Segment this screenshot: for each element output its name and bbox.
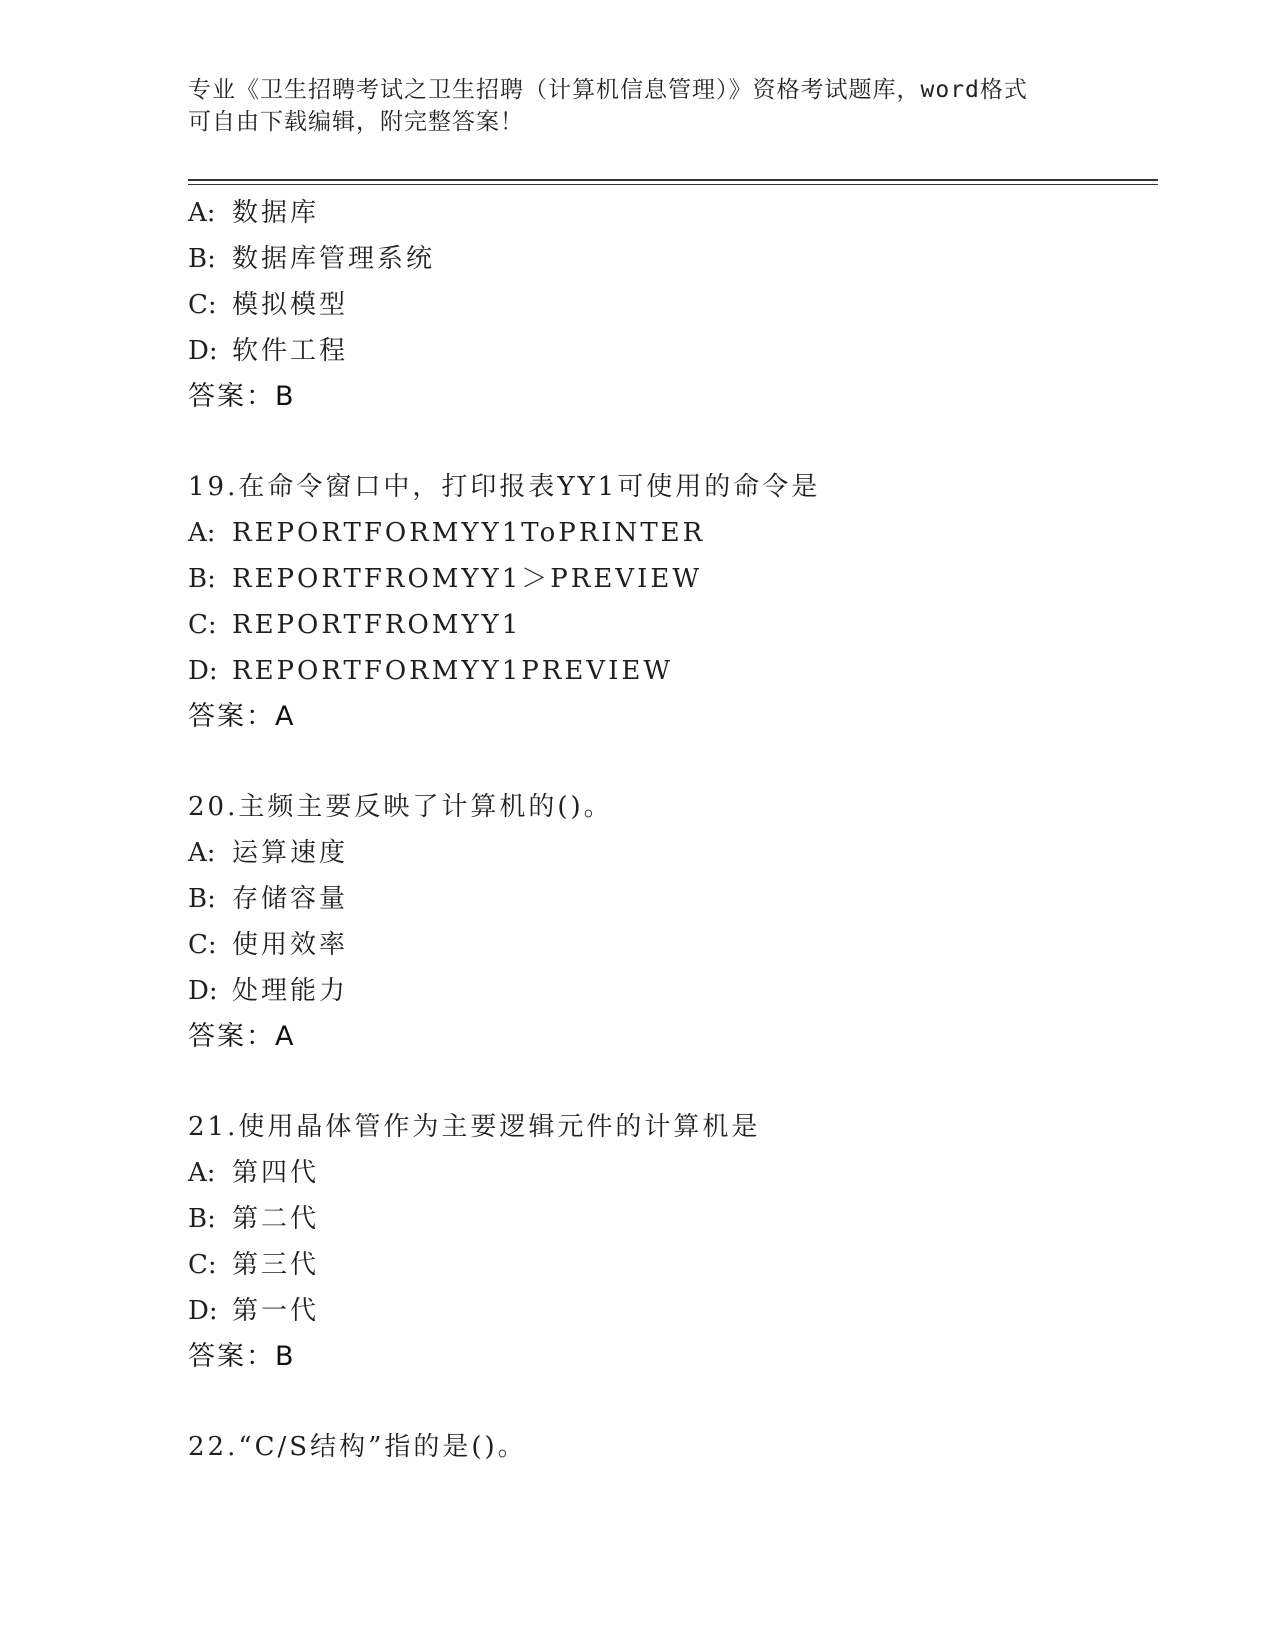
option-a: A: 数据库: [188, 198, 320, 228]
document-header: [188, 74, 1088, 138]
option-b: B: REPORTFROMYY1＞PREVIEW: [188, 564, 703, 594]
option-c: C: 模拟模型: [188, 290, 349, 320]
question-text: 20.主频主要反映了计算机的()。: [188, 792, 613, 822]
option-d: D: 处理能力: [188, 976, 349, 1006]
option-d: D: 软件工程: [188, 336, 349, 366]
answer-label: 答案：B: [188, 381, 296, 412]
question-text: 22.“C/S结构”指的是()。: [188, 1432, 527, 1462]
option-a: A: 第四代: [188, 1158, 320, 1188]
option-c: C: REPORTFROMYY1: [188, 610, 522, 640]
option-c: C: 第三代: [188, 1250, 320, 1280]
option-a: A: 运算速度: [188, 838, 349, 868]
option-d: D: 第一代: [188, 1296, 320, 1326]
question-text: 21.使用晶体管作为主要逻辑元件的计算机是: [188, 1112, 761, 1142]
option-a: A: REPORTFORMYY1ToPRINTER: [188, 518, 706, 548]
option-b: B: 数据库管理系统: [188, 244, 436, 274]
header-line-1: 专业《卫生招聘考试之卫生招聘（计算机信息管理）》资格考试题库，word格式: [188, 77, 1028, 103]
header-divider-thick: [188, 179, 1158, 181]
header-divider-thin: [188, 184, 1158, 185]
option-b: B: 第二代: [188, 1204, 320, 1234]
question-block-21: [188, 1104, 1148, 1380]
answer-label: 答案：A: [188, 701, 296, 732]
question-block-22: [188, 1424, 1148, 1470]
question-block-prev: [188, 190, 1148, 420]
header-line-2: 可自由下载编辑，附完整答案！: [188, 109, 524, 135]
answer-label: 答案：B: [188, 1341, 296, 1372]
question-block-20: [188, 784, 1148, 1060]
option-c: C: 使用效率: [188, 930, 349, 960]
answer-label: 答案：A: [188, 1021, 296, 1052]
option-d: D: REPORTFORMYY1PREVIEW: [188, 656, 674, 686]
question-block-19: [188, 464, 1148, 740]
question-text: 19.在命令窗口中，打印报表YY1可使用的命令是: [188, 472, 821, 502]
option-b: B: 存储容量: [188, 884, 349, 914]
question-content: [188, 190, 1148, 1470]
